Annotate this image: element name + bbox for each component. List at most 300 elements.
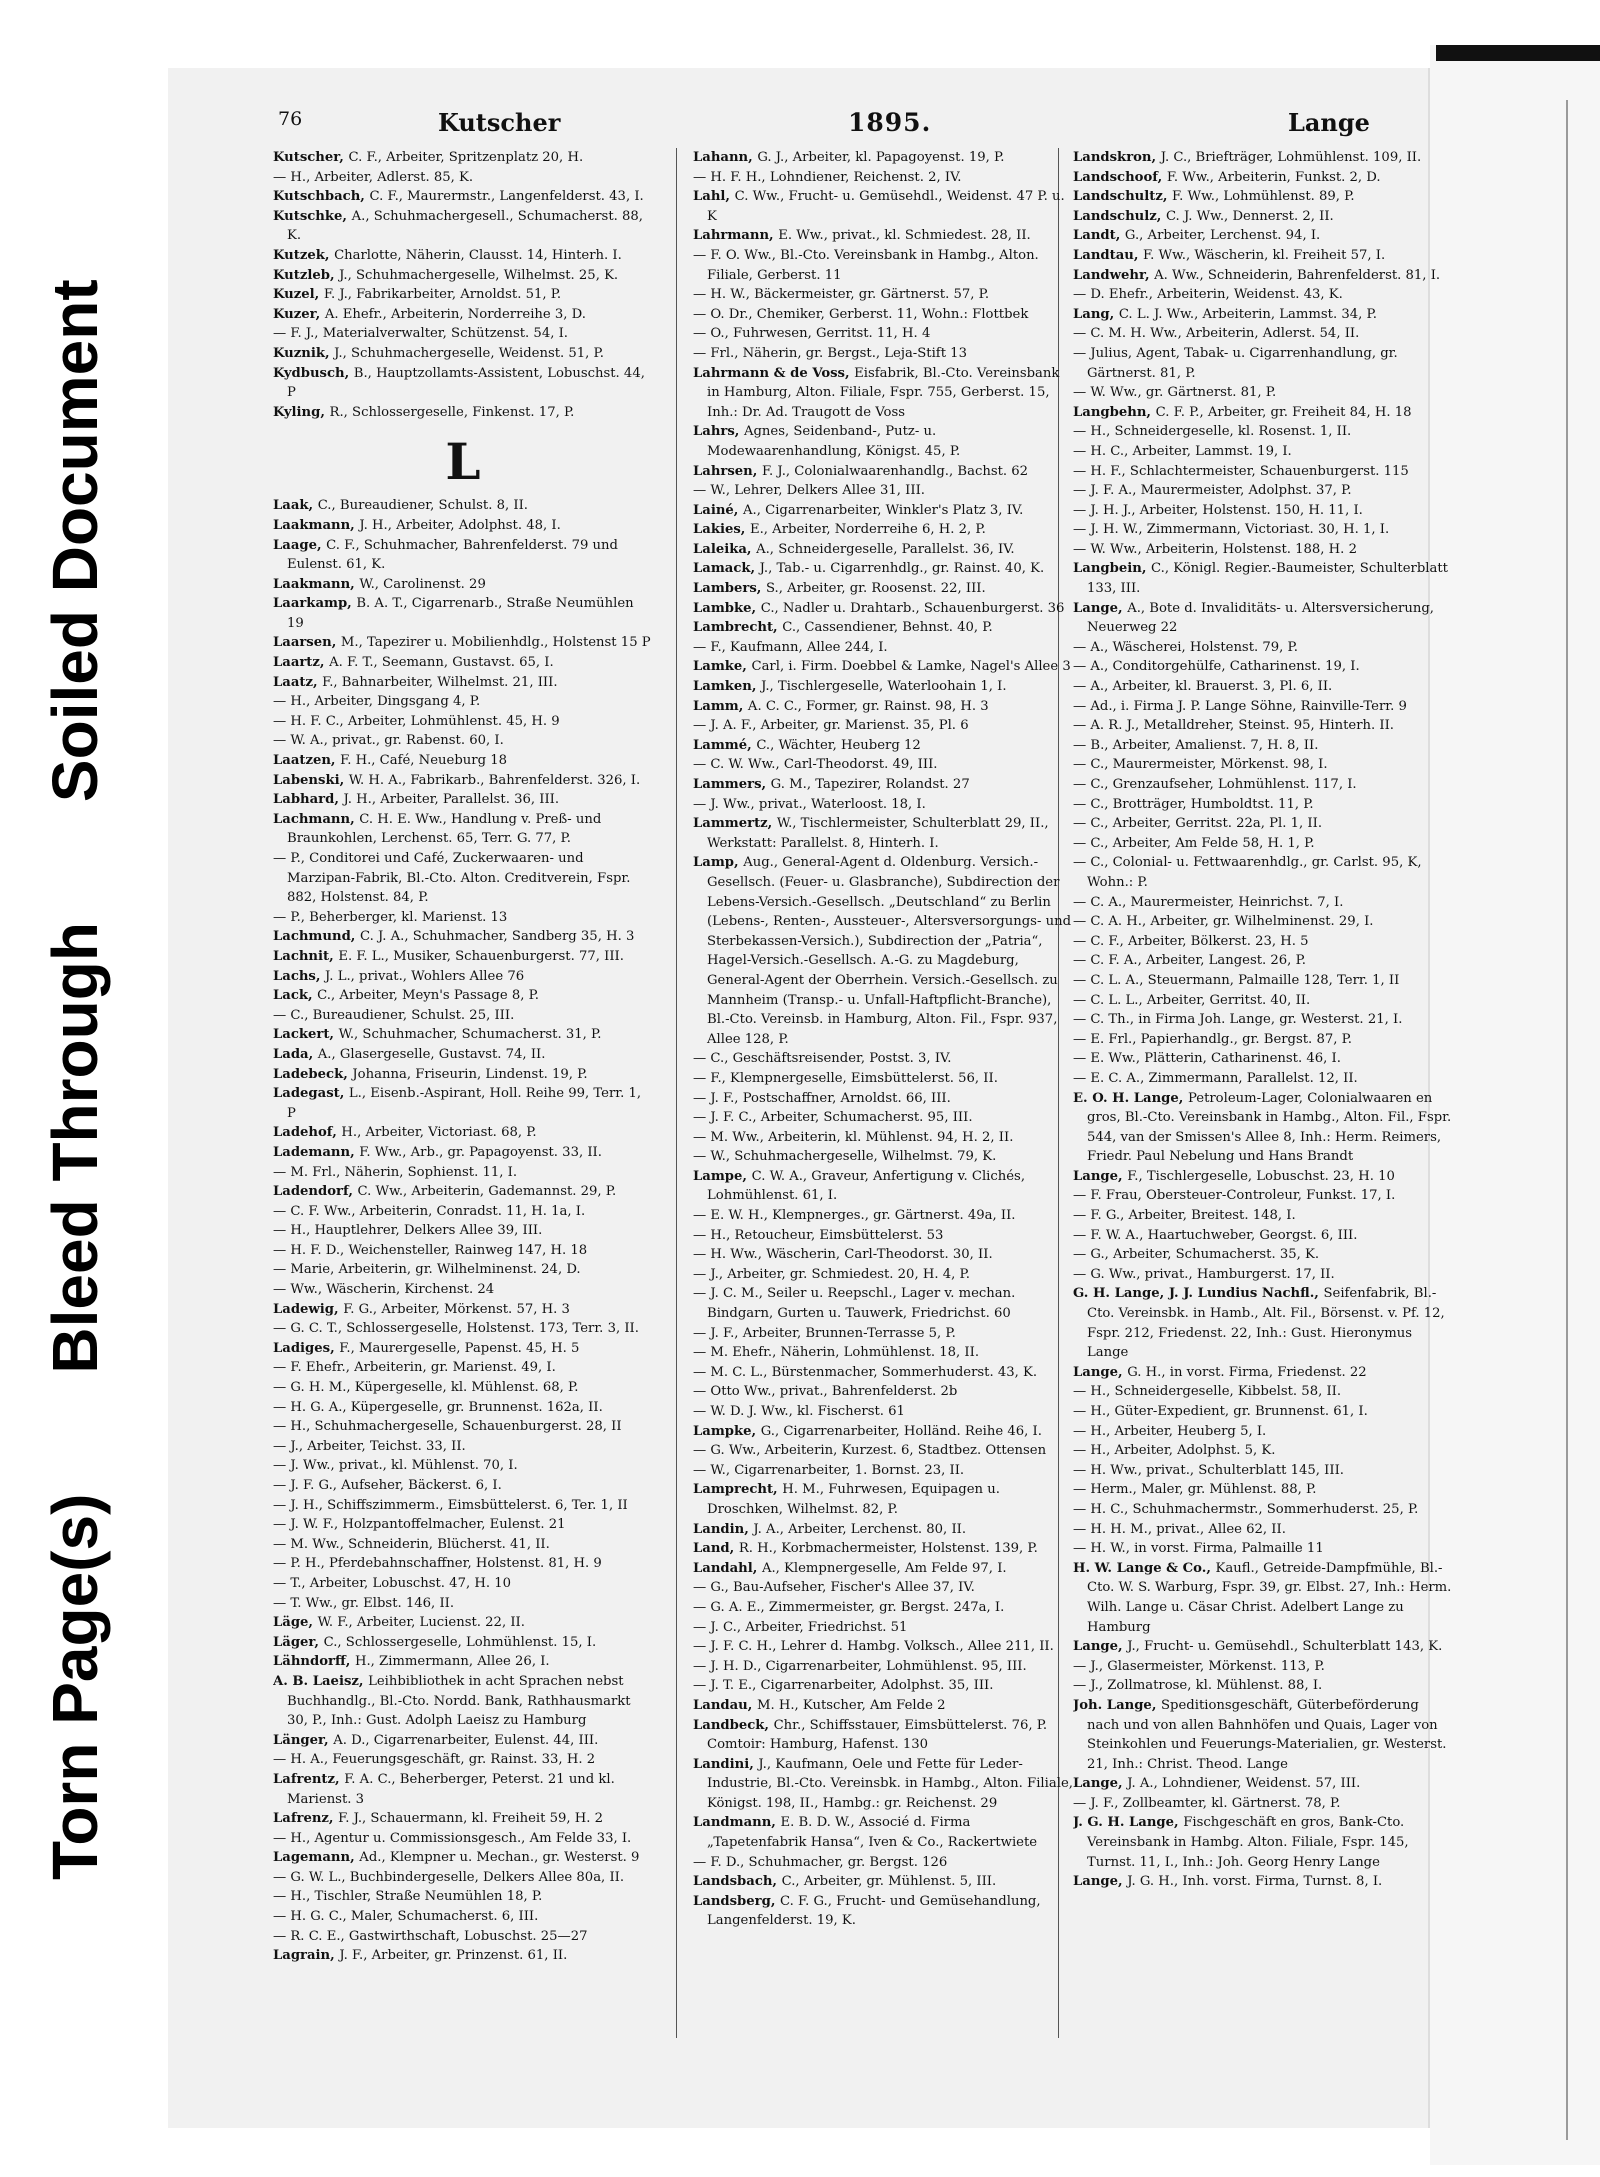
directory-entry: [273, 266, 653, 286]
entry-name: Landbeck,: [693, 1717, 774, 1733]
entry-text: C., Bureaudiener, Schulst. 8, II.: [317, 498, 528, 514]
entry-text: — H. A., Feuerungsgeschäft, gr. Rainst. 33, H. 2: [273, 1752, 596, 1768]
entry-text: Johanna, Friseurin, Lindenst. 19, P.: [352, 1066, 588, 1082]
entry-text: — C., Brotträger, Humboldtst. 11, P.: [1073, 796, 1314, 812]
entry-text: H. M., Fuhrwesen, Equipagen u. Droschken, Wilhelmst. 82, P.: [707, 1482, 1000, 1517]
directory-entry: [273, 1848, 653, 1868]
entry-name: Langbehn,: [1073, 404, 1156, 420]
directory-entry: [1073, 481, 1453, 501]
entry-text: — E. Frl., Papierhandlg., gr. Bergst. 87, P.: [1073, 1031, 1352, 1047]
entry-text: — G. Ww., privat., Hamburgerst. 17, II.: [1073, 1266, 1335, 1282]
directory-entry: [1073, 266, 1453, 286]
entry-text: — H. G. C., Maler, Schumacherst. 6, III.: [273, 1909, 539, 1925]
directory-entry: [273, 187, 653, 207]
entry-text: J. F., Arbeiter, gr. Prinzenst. 61, II.: [339, 1948, 568, 1964]
directory-entry: [693, 1167, 1073, 1206]
entry-text: — C., Bureaudiener, Schulst. 25, III.: [273, 1007, 515, 1023]
directory-entry: [693, 1422, 1073, 1442]
entry-text: — J. A. F., Arbeiter, gr. Marienst. 35, Pl. 6: [693, 718, 969, 734]
directory-entry: [273, 1515, 653, 1535]
directory-entry: [1073, 1774, 1453, 1794]
entry-text: — J. C. M., Seiler u. Reepschl., Lager v. mechan. Bindgarn, Gurten u. Tauwerk, Friedrichst. 60: [693, 1286, 1016, 1322]
directory-entry: [273, 908, 653, 928]
entry-name: Kutscher,: [273, 150, 349, 165]
entry-name: Lahrs,: [693, 424, 744, 440]
entry-text: A. C. C., Former, gr. Rainst. 98, H. 3: [747, 698, 989, 714]
entry-name: Lademann,: [273, 1144, 360, 1160]
entry-name: Lakies,: [693, 522, 750, 538]
directory-entry: [1073, 1363, 1453, 1383]
directory-entry: [273, 536, 653, 575]
entry-text: — J., Zollmatrose, kl. Mühlenst. 88, I.: [1073, 1678, 1323, 1694]
entry-name: Lange,: [1073, 1364, 1128, 1380]
entry-text: A. Ww., Schneiderin, Bahrenfelderst. 81, I.: [1154, 267, 1441, 283]
entry-text: — C., Colonial- u. Fettwaarenhdlg., gr. Carlst. 95, K, Wohn.: P.: [1073, 855, 1422, 890]
directory-entry: [273, 731, 653, 751]
directory-entry: [273, 1456, 653, 1476]
entry-name: Lahrsen,: [693, 463, 762, 479]
entry-text: C. J. A., Schuhmacher, Sandberg 35, H. 3: [359, 929, 635, 945]
entry-name: Lange,: [1073, 1639, 1128, 1655]
entry-text: B. A. T., Cigarrenarb., Straße Neumühlen 19: [287, 596, 634, 631]
directory-entry: [1073, 834, 1453, 854]
page-number: 76: [278, 108, 303, 130]
entry-text: — J., Arbeiter, gr. Schmiedest. 20, H. 4, P.: [693, 1266, 970, 1282]
entry-text: — O. Dr., Chemiker, Gerberst. 11, Wohn.: Flottbek: [693, 306, 1029, 322]
directory-entry: [273, 1065, 653, 1085]
directory-entry: [1073, 1226, 1453, 1246]
entry-text: — J. F. A., Maurermeister, Adolphst. 37, P.: [1073, 483, 1352, 499]
directory-entry: [693, 1069, 1073, 1089]
directory-entry: [693, 324, 1073, 344]
entry-text: — E. W. H., Klempnerges., gr. Gärtnerst. 49a, II.: [693, 1208, 1016, 1224]
entry-name: Kuzer,: [273, 306, 325, 322]
entry-text: — J. W. F., Holzpantoffelmacher, Eulenst. 21: [273, 1517, 566, 1533]
directory-entry: [1073, 1422, 1453, 1442]
entry-text: F. H., Café, Neueburg 18: [340, 753, 507, 769]
directory-entry: [273, 1946, 653, 1966]
directory-entry: [1073, 1030, 1453, 1050]
directory-entry: [693, 501, 1073, 521]
entry-name: Lange,: [1073, 1168, 1128, 1184]
entry-name: Laak,: [273, 498, 318, 514]
entry-name: Lafrentz,: [273, 1771, 345, 1787]
directory-entry: [273, 986, 653, 1006]
directory-entry: [273, 324, 653, 344]
entry-text: — A., Conditorgehülfe, Catharinenst. 19, I.: [1073, 659, 1360, 675]
entry-name: Lack,: [273, 988, 318, 1004]
entry-name: Lähndorff,: [273, 1654, 355, 1670]
entry-name: Kutzleb,: [273, 267, 340, 283]
directory-entry: [273, 771, 653, 791]
entry-name: Laartz,: [273, 655, 330, 671]
directory-entry: [693, 305, 1073, 325]
directory-entry: [693, 1520, 1073, 1540]
entry-name: Landin,: [693, 1521, 754, 1537]
entry-text: — T. Ww., gr. Elbst. 146, II.: [273, 1595, 455, 1611]
entry-name: Landahl,: [693, 1560, 762, 1576]
directory-entry: [1073, 462, 1453, 482]
directory-entry: [693, 1089, 1073, 1109]
column-1-entries-a: [273, 148, 653, 422]
entry-text: B., Hauptzollamts-Assistent, Lobuschst. 44, P: [287, 365, 645, 401]
entry-text: — H. W., in vorst. Firma, Palmaille 11: [1073, 1541, 1324, 1557]
side-label-soiled: Soiled Document: [39, 279, 111, 803]
directory-entry: [1073, 422, 1453, 442]
directory-entry: [1073, 697, 1453, 717]
entry-text: C. F. P., Arbeiter, gr. Freiheit 84, H. 18: [1155, 404, 1412, 420]
document-page: [168, 68, 1452, 2128]
directory-entry: [1073, 403, 1453, 423]
entry-name: Lafrenz,: [273, 1811, 339, 1827]
entry-text: G. H., in vorst. Firma, Friedenst. 22: [1127, 1364, 1367, 1380]
directory-entry: [273, 1084, 653, 1123]
entry-text: — H. W., Bäckermeister, gr. Gärtnerst. 57, P.: [693, 287, 990, 303]
directory-entry: [273, 1202, 653, 1222]
entry-text: — J. F. G., Aufseher, Bäckerst. 6, I.: [273, 1478, 502, 1493]
directory-entry: [1073, 1245, 1453, 1265]
directory-entry: [1073, 1500, 1453, 1520]
directory-entry: [273, 1339, 653, 1359]
directory-entry: [273, 1398, 653, 1418]
entry-text: — F. G., Arbeiter, Breitest. 148, I.: [1073, 1208, 1296, 1224]
entry-name: Lammé,: [693, 737, 757, 753]
entry-name: Lackert,: [273, 1027, 339, 1043]
directory-entry: [273, 594, 653, 633]
entry-text: — C., Maurermeister, Mörkenst. 98, I.: [1073, 757, 1328, 773]
entry-text: C. F., Schuhmacher, Bahrenfelderst. 79 und Eulenst. 61, K.: [287, 537, 618, 573]
directory-entry: [273, 1907, 653, 1927]
entry-name: Ladebeck,: [273, 1066, 353, 1082]
column-1-entries-b: [273, 496, 653, 1966]
directory-entry: [693, 344, 1073, 364]
entry-text: — C. F. A., Arbeiter, Langest. 26, P.: [1073, 953, 1306, 969]
entry-text: — H. G. A., Küpergeselle, gr. Brunnenst. 162a, II.: [273, 1399, 603, 1415]
entry-text: — F., Klempnergeselle, Eimsbüttelerst. 56, II.: [693, 1070, 998, 1086]
entry-name: Lahl,: [693, 189, 735, 205]
entry-text: — M. Ww., Arbeiterin, kl. Mühlenst. 94, H. 2, II.: [693, 1129, 1014, 1145]
directory-entry: [273, 1652, 653, 1672]
directory-entry: [693, 520, 1073, 540]
entry-text: — H. Ww., Wäscherin, Carl-Theodorst. 30, II.: [693, 1247, 993, 1263]
directory-entry: [273, 1731, 653, 1751]
directory-entry: [693, 422, 1073, 461]
directory-entry: [693, 1461, 1073, 1481]
directory-entry: [693, 1108, 1073, 1128]
directory-entry: [1073, 971, 1453, 991]
entry-text: S., Arbeiter, gr. Roosenst. 22, III.: [765, 581, 986, 597]
directory-entry: [693, 1872, 1073, 1892]
directory-entry: [273, 516, 653, 536]
entry-text: C., Schlossergeselle, Lohmühlenst. 15, I.: [323, 1634, 597, 1650]
entry-name: Lampe,: [693, 1168, 752, 1184]
directory-entry: [693, 1480, 1073, 1519]
directory-entry: [1073, 285, 1453, 305]
directory-entry: [693, 540, 1073, 560]
entry-name: Laarkamp,: [273, 596, 357, 612]
entry-text: R., Schlossergeselle, Finkenst. 17, P.: [329, 404, 575, 420]
directory-entry: [1073, 991, 1453, 1011]
entry-text: R. H., Korbmachermeister, Holstenst. 139, P.: [738, 1541, 1038, 1557]
directory-entry: [1073, 814, 1453, 834]
entry-name: Kydbusch,: [273, 365, 354, 381]
entry-text: — D. Ehefr., Arbeiterin, Weidenst. 43, K.: [1073, 287, 1343, 303]
entry-text: C. Ww., Frucht- u. Gemüsehdl., Weidenst. 47 P. u. K: [707, 189, 1065, 224]
entry-name: Läger,: [273, 1634, 324, 1650]
entry-text: — Julius, Agent, Tabak- u. Cigarrenhandlung, gr. Gärtnerst. 81, P.: [1073, 345, 1398, 381]
entry-text: F. J., Fabrikarbeiter, Arnoldst. 51, P.: [323, 287, 562, 303]
directory-entry: [693, 1539, 1073, 1559]
entry-name: H. W. Lange & Co.,: [1073, 1560, 1216, 1576]
directory-entry: [273, 1613, 653, 1633]
facing-page-fold-line: [1566, 100, 1568, 2140]
directory-entry: [693, 1755, 1073, 1814]
directory-entry: [273, 673, 653, 693]
entry-text: — P., Conditorei und Café, Zuckerwaaren- und Marzipan-Fabrik, Bl.-Cto. Alton. Creditverein, Fspr. 882, Holstenst. 84, P.: [273, 851, 631, 906]
entry-text: F., Maurergeselle, Papenst. 45, H. 5: [339, 1340, 580, 1356]
entry-text: — H., Schneidergeselle, kl. Rosenst. 1, II.: [1073, 424, 1352, 440]
entry-name: Landwehr,: [1073, 267, 1155, 283]
directory-entry: [273, 927, 653, 947]
entry-text: — H., Arbeiter, Dingsgang 4, P.: [273, 694, 481, 710]
entry-name: Lange,: [1073, 1874, 1128, 1890]
entry-name: Ladiges,: [273, 1340, 340, 1356]
entry-text: — O., Fuhrwesen, Gerritst. 11, H. 4: [693, 326, 931, 342]
entry-text: — C. L. L., Arbeiter, Gerritst. 40, II.: [1073, 992, 1311, 1008]
directory-entry: [273, 1163, 653, 1183]
entry-name: J. G. H. Lange,: [1073, 1815, 1184, 1831]
entry-name: Kutschbach,: [273, 189, 370, 205]
entry-text: F. A. C., Beherberger, Peterst. 21 und kl. Marienst. 3: [287, 1771, 615, 1807]
entry-text: — H. H. M., privat., Allee 62, II.: [1073, 1521, 1286, 1537]
directory-entry: [693, 1147, 1073, 1167]
entry-text: E., Arbeiter, Norderreihe 6, H. 2, P.: [749, 522, 986, 538]
entry-text: C., Nadler u. Drahtarb., Schauenburgerst. 36: [760, 600, 1065, 616]
entry-text: — J. F. C. H., Lehrer d. Hambg. Volksch., Allee 211, II.: [693, 1639, 1054, 1655]
entry-name: Landau,: [693, 1697, 757, 1713]
entry-text: J., Tischlergeselle, Waterloohain 1, I.: [761, 679, 1007, 695]
directory-entry: [1073, 148, 1453, 168]
entry-text: A. Ehefr., Arbeiterin, Norderreihe 3, D.: [324, 306, 586, 322]
entry-text: — J. H. W., Zimmermann, Victoriast. 30, H. 1, I.: [1073, 522, 1390, 538]
entry-text: Seifenfabrik, Bl.-Cto. Vereinsbk. in Hamb., Alt. Fil., Börsenst. v. Pf. 12, Fspr. 212, Friedenst. 22, Inh.: Gust. Hieronymus Lange: [1087, 1286, 1445, 1361]
entry-text: — J. H., Schiffszimmerm., Eimsbüttelerst. 6, Ter. 1, II: [273, 1497, 628, 1513]
entry-text: A., Cigarrenarbeiter, Winkler's Platz 3, IV.: [743, 502, 1024, 518]
entry-text: Speditionsgeschäft, Güterbeförderung nach und von allen Bahnhöfen und Quais, Lager von Steinkohlen und Feuerungs-Materialien, gr. Westerst. 21, Inh.: Christ. Theod. Lange: [1087, 1697, 1447, 1772]
entry-name: Langbein,: [1073, 561, 1152, 577]
entry-name: Ladendorf,: [273, 1184, 358, 1200]
entry-name: Lambrecht,: [693, 620, 783, 636]
entry-text: C. L. J. Ww., Arbeiterin, Lammst. 34, P.: [1118, 306, 1377, 322]
directory-entry: [693, 1324, 1073, 1344]
entry-text: — F. W. A., Haartuchweber, Georgst. 6, III.: [1073, 1227, 1358, 1243]
entry-text: C., Arbeiter, gr. Mühlenst. 5, III.: [781, 1874, 997, 1890]
directory-entry: [1073, 1559, 1453, 1637]
directory-entry: [693, 285, 1073, 305]
directory-entry: [273, 575, 653, 595]
directory-entry: [273, 653, 653, 673]
directory-entry: [273, 712, 653, 732]
entry-name: Landschoof,: [1073, 169, 1167, 185]
directory-entry: [1073, 1069, 1453, 1089]
directory-entry: [693, 795, 1073, 815]
entry-text: — J. T. E., Cigarrenarbeiter, Adolphst. 35, III.: [693, 1678, 994, 1694]
directory-entry: [1073, 1461, 1453, 1481]
directory-entry: [693, 1343, 1073, 1363]
directory-entry: [273, 1319, 653, 1339]
entry-text: — H. C., Schuhmachermstr., Sommerhuderst. 25, P.: [1073, 1501, 1419, 1517]
directory-entry: [273, 1006, 653, 1026]
entry-name: Joh. Lange,: [1073, 1697, 1162, 1713]
entry-text: — H. F. D., Weichensteller, Rainweg 147, H. 18: [273, 1242, 588, 1258]
directory-entry: [693, 579, 1073, 599]
entry-text: — T., Arbeiter, Lobuschst. 47, H. 10: [273, 1575, 512, 1591]
entry-name: Kutzek,: [273, 247, 335, 263]
directory-entry: [1073, 1872, 1453, 1892]
entry-name: E. O. H. Lange,: [1073, 1090, 1188, 1106]
entry-text: — C. M. H. Ww., Arbeiterin, Adlerst. 54, II.: [1073, 326, 1360, 342]
entry-text: E. Ww., privat., kl. Schmiedest. 28, II.: [778, 228, 1031, 244]
entry-text: — F. Frau, Obersteuer-Controleur, Funkst. 17, I.: [1073, 1188, 1396, 1204]
entry-name: Laatzen,: [273, 753, 341, 769]
entry-text: — J. F. C., Arbeiter, Schumacherst. 95, III.: [693, 1110, 973, 1126]
directory-entry: [273, 1809, 653, 1829]
entry-name: Laarsen,: [273, 635, 341, 651]
directory-entry: [273, 1280, 653, 1300]
entry-text: J. A., Arbeiter, Lerchenst. 80, II.: [753, 1521, 967, 1537]
directory-entry: [273, 1123, 653, 1143]
entry-text: C. J. Ww., Dennerst. 2, II.: [1165, 208, 1334, 224]
entry-text: — H., Retoucheur, Eimsbüttelerst. 53: [693, 1227, 944, 1243]
entry-text: Carl, i. Firm. Doebbel & Lamke, Nagel's Allee 3: [751, 659, 1071, 675]
entry-text: — R. C. E., Gastwirthschaft, Lobuschst. 25—27: [273, 1928, 588, 1944]
directory-entry: [1073, 1794, 1453, 1814]
entry-name: Kuznik,: [273, 345, 335, 361]
directory-entry: [273, 1750, 653, 1770]
directory-entry: [693, 736, 1073, 756]
entry-text: — F. D., Schuhmacher, gr. Bergst. 126: [693, 1854, 948, 1870]
entry-text: J. G. H., Inh. vorst. Firma, Turnst. 8, I.: [1127, 1874, 1383, 1890]
entry-name: Landsberg,: [693, 1893, 781, 1909]
entry-text: — H., Schneidergeselle, Kibbelst. 58, II.: [1073, 1384, 1342, 1400]
entry-text: G., Arbeiter, Lerchenst. 94, I.: [1124, 228, 1321, 244]
entry-name: Ladewig,: [273, 1301, 344, 1317]
column-rule-1: [676, 148, 677, 2038]
entry-text: — W. Ww., Arbeiterin, Holstenst. 188, H. 2: [1073, 541, 1357, 557]
entry-text: — F. O. Ww., Bl.-Cto. Vereinsbank in Hambg., Alton. Filiale, Gerberst. 11: [693, 247, 1039, 283]
directory-entry: [693, 657, 1073, 677]
entry-text: C. F., Maurermstr., Langenfelderst. 43, I.: [369, 189, 644, 205]
entry-text: — H., Hauptlehrer, Delkers Allee 39, III.: [273, 1223, 543, 1239]
directory-entry: [1073, 736, 1453, 756]
directory-entry: [1073, 1402, 1453, 1422]
entry-name: Lagemann,: [273, 1850, 360, 1866]
entry-text: W., Schuhmacher, Schumacherst. 31, P.: [338, 1027, 602, 1043]
header-left-catchword: Kutscher: [438, 108, 561, 137]
entry-name: Lahrmann,: [693, 228, 779, 244]
directory-entry: [1073, 951, 1453, 971]
entry-text: — M. C. L., Bürstenmacher, Sommerhuderst. 43, K.: [693, 1364, 1038, 1380]
directory-entry: [693, 462, 1073, 482]
directory-entry: [273, 1672, 653, 1731]
entry-text: J. C., Briefträger, Lohmühlenst. 109, II.: [1160, 150, 1422, 165]
entry-text: E. B. D. W., Associé d. Firma „Tapetenfabrik Hansa“, Iven & Co., Rackertwiete: [707, 1815, 1038, 1851]
directory-entry: [1073, 324, 1453, 344]
entry-text: — Otto Ww., privat., Bahrenfelderst. 2b: [693, 1384, 958, 1400]
entry-text: — H. Ww., privat., Schulterblatt 145, III.: [1073, 1462, 1344, 1478]
entry-name: Lamken,: [693, 679, 762, 695]
directory-entry: [1073, 893, 1453, 913]
entry-text: — H., Agentur u. Commissionsgesch., Am Felde 33, I.: [273, 1830, 632, 1846]
entry-text: — H. C., Arbeiter, Lammst. 19, I.: [1073, 443, 1292, 459]
entry-text: — G., Arbeiter, Schumacherst. 35, K.: [1073, 1247, 1320, 1263]
entry-text: J., Schuhmachergeselle, Wilhelmst. 25, K.: [339, 267, 619, 283]
entry-text: C., Königl. Regier.-Baumeister, Schulterblatt 133, III.: [1087, 561, 1448, 597]
entry-text: F., Bahnarbeiter, Wilhelmst. 21, III.: [322, 674, 558, 690]
directory-entry: [1073, 1441, 1453, 1461]
entry-text: — J. H. J., Arbeiter, Holstenst. 150, H. 11, I.: [1073, 502, 1363, 518]
entry-text: — F., Kaufmann, Allee 244, I.: [693, 639, 888, 655]
entry-text: — J. Ww., privat., kl. Mühlenst. 70, I.: [273, 1458, 518, 1474]
directory-entry: [273, 1025, 653, 1045]
directory-entry: [693, 1657, 1073, 1677]
entry-text: J. H., Arbeiter, Parallelst. 36, III.: [343, 792, 560, 808]
entry-text: J., Schuhmachergeselle, Weidenst. 51, P.: [334, 345, 604, 361]
directory-entry: [693, 1716, 1073, 1755]
directory-entry: [1073, 755, 1453, 775]
entry-text: — E. C. A., Zimmermann, Parallelst. 12, II.: [1073, 1070, 1358, 1086]
entry-text: — C. F., Arbeiter, Bölkerst. 23, H. 5: [1073, 933, 1309, 949]
directory-entry: [1073, 246, 1453, 266]
entry-name: Lange,: [1073, 1776, 1128, 1792]
entry-text: W. H. A., Fabrikarb., Bahrenfelderst. 326, I.: [348, 772, 641, 788]
column-3: [1073, 148, 1453, 1892]
header-right-catchword: Lange: [1288, 108, 1370, 137]
directory-entry: [273, 1182, 653, 1202]
entry-text: A., Klempnergeselle, Am Felde 97, I.: [761, 1560, 1007, 1576]
entry-text: — P. H., Pferdebahnschaffner, Holstenst. 81, H. 9: [273, 1556, 602, 1572]
entry-text: A., Schneidergeselle, Parallelst. 36, IV.: [756, 541, 1015, 557]
directory-entry: [273, 1887, 653, 1907]
entry-text: J. A., Lohndiener, Weidenst. 57, III.: [1127, 1776, 1361, 1792]
directory-entry: [273, 1633, 653, 1653]
directory-entry: [273, 1554, 653, 1574]
directory-entry: [1073, 716, 1453, 736]
directory-entry: [693, 1637, 1073, 1657]
entry-text: — H., Güter-Expedient, gr. Brunnenst. 61, I.: [1073, 1404, 1368, 1419]
entry-text: — C. A. H., Arbeiter, gr. Wilhelminenst. 29, I.: [1073, 914, 1374, 930]
directory-entry: [693, 638, 1073, 658]
directory-entry: [273, 148, 653, 168]
directory-entry: [273, 633, 653, 653]
entry-text: — W., Cigarrenarbeiter, 1. Bornst. 23, II.: [693, 1462, 965, 1478]
directory-entry: [273, 1260, 653, 1280]
directory-entry: [693, 1892, 1073, 1931]
directory-entry: [273, 1221, 653, 1241]
entry-text: — C., Grenzaufseher, Lohmühlenst. 117, I.: [1073, 777, 1357, 792]
entry-text: A., Glasergeselle, Gustavst. 74, II.: [317, 1046, 546, 1062]
entry-text: J., Tab.- u. Cigarrenhdlg., gr. Rainst. 40, K.: [759, 561, 1045, 577]
entry-text: — J. C., Arbeiter, Friedrichst. 51: [693, 1619, 908, 1635]
entry-name: Lachs,: [273, 968, 326, 984]
entry-text: — C. W. Ww., Carl-Theodorst. 49, III.: [693, 757, 938, 773]
directory-entry: [1073, 1637, 1453, 1657]
facing-page-top-bar: [1436, 45, 1600, 61]
entry-text: — Herm., Maler, gr. Mühlenst. 88, P.: [1073, 1482, 1317, 1498]
directory-entry: [693, 148, 1073, 168]
directory-entry: [273, 246, 653, 266]
directory-entry: [693, 1226, 1073, 1246]
